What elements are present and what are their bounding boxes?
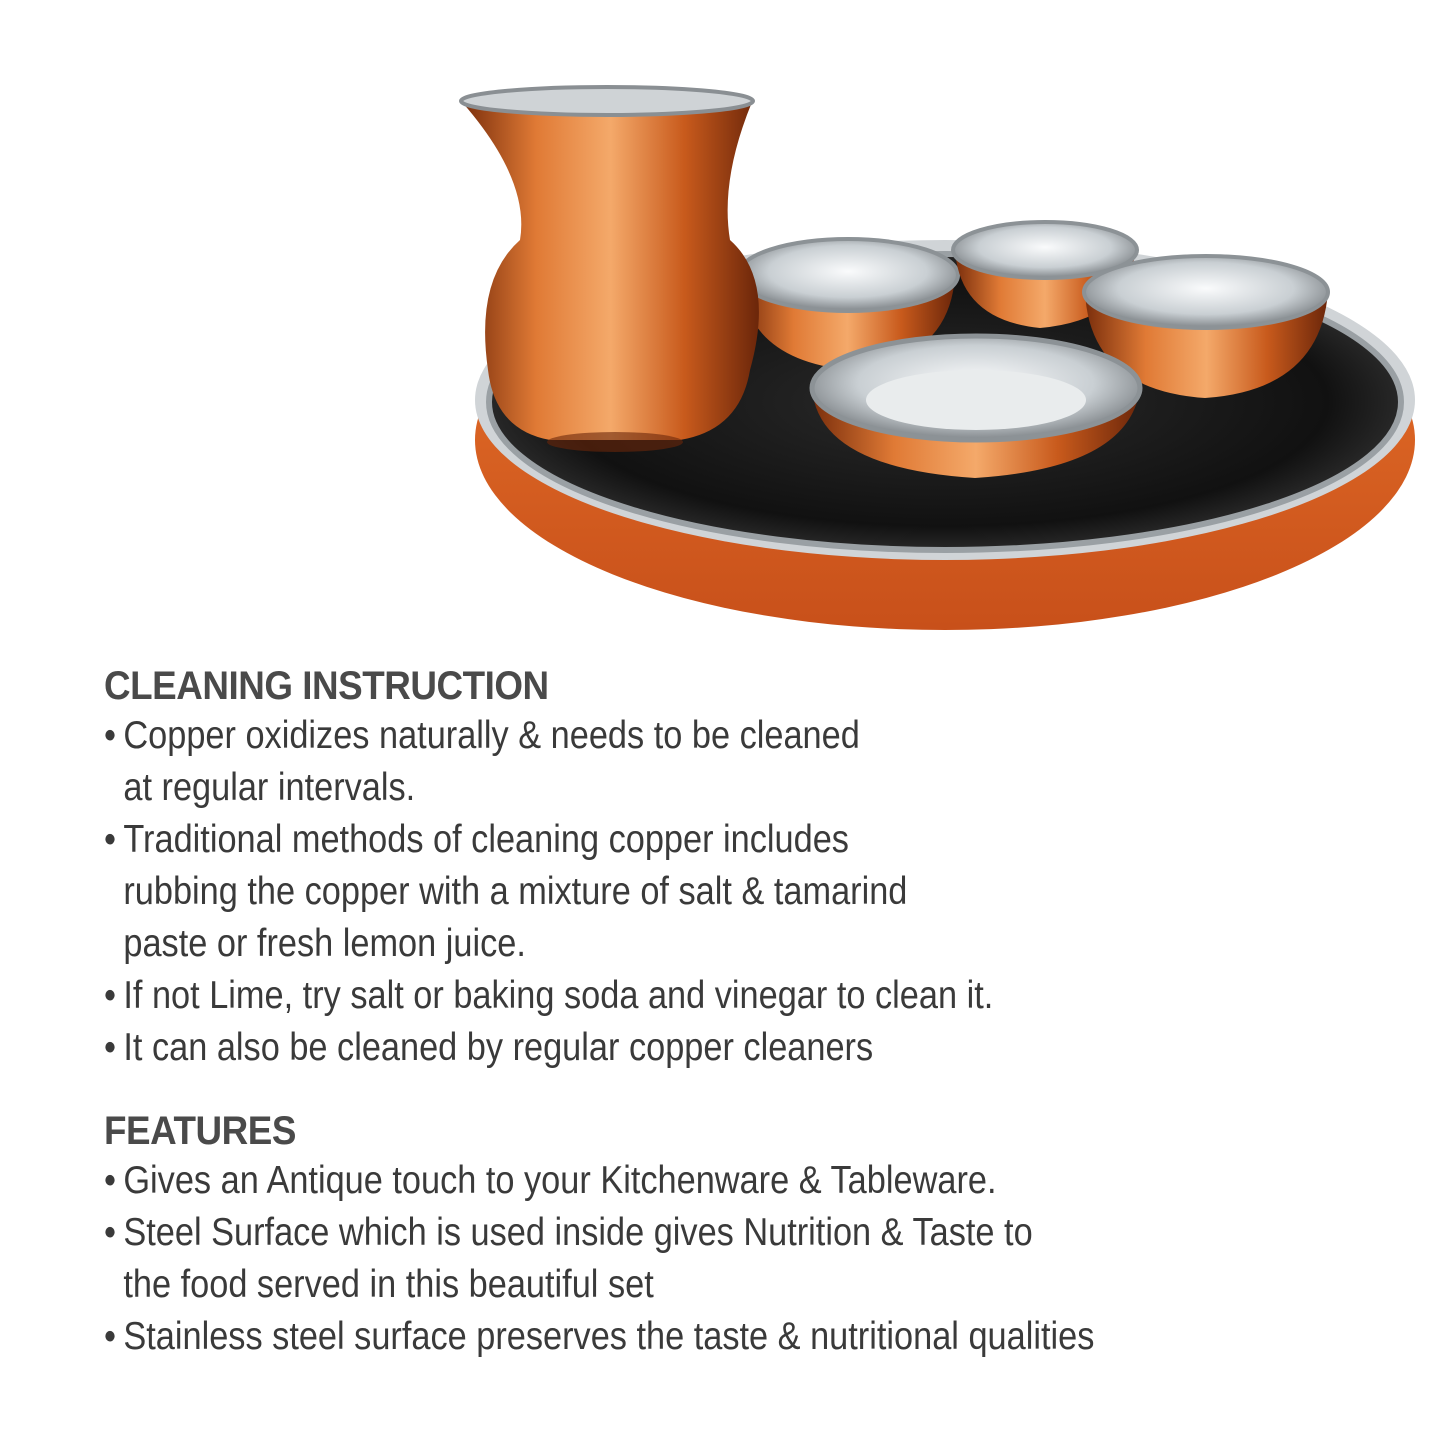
bullet-icon: • [104, 1159, 117, 1202]
bullet-icon: • [104, 974, 117, 1017]
list-item: • Stainless steel surface preserves the taste & nutritional qualities [104, 1311, 1160, 1363]
list-item: • Steel Surface which is used inside gives Nutrition & Taste to the food served in this beautiful set [104, 1207, 1160, 1311]
bullet-icon: • [104, 1026, 117, 1069]
list-item: • Copper oxidizes naturally & needs to be cleaned at regular intervals. [104, 710, 1160, 814]
list-item: • Traditional methods of cleaning copper includes rubbing the copper with a mixture of salt & tamarind paste or fresh lemon juice. [104, 814, 1160, 970]
bullet-icon: • [104, 818, 117, 861]
bullet-icon: • [104, 1315, 117, 1358]
list-item: • It can also be cleaned by regular copper cleaners [104, 1022, 1160, 1074]
features-list [104, 1155, 1304, 1363]
cleaning-instruction-section [104, 662, 1304, 1074]
bullet-icon: • [104, 1211, 117, 1254]
cleaning-instruction-heading: CLEANING INSTRUCTION [104, 664, 549, 708]
list-item: • If not Lime, try salt or baking soda and vinegar to clean it. [104, 970, 1160, 1022]
copper-glass [461, 87, 759, 452]
cleaning-instruction-list [104, 710, 1304, 1074]
copper-thali-set-image [440, 70, 1430, 640]
bullet-icon: • [104, 714, 117, 757]
list-item: • Gives an Antique touch to your Kitchenware & Tableware. [104, 1155, 1160, 1207]
features-heading: FEATURES [104, 1109, 296, 1153]
features-section [104, 1107, 1304, 1363]
